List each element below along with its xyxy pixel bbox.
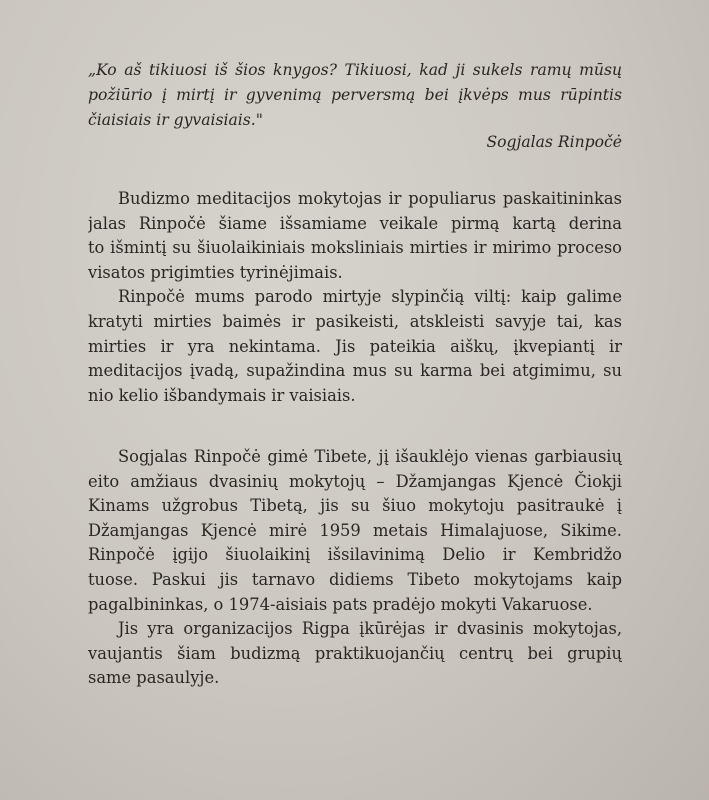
section-about-author — [88, 445, 622, 691]
paragraph — [88, 445, 622, 617]
text-line: tuose. Paskui jis tarnavo didiems Tibeto mokytojams kaip — [88, 569, 622, 589]
text-line: Rinpočė mums parodo mirtyje slypinčią viltį: kaip galime — [118, 287, 622, 307]
text-line: vaujantis šiam budizmą praktikuojančių centrų bei grupių — [88, 643, 622, 663]
paragraph — [88, 617, 622, 691]
paragraph — [88, 187, 622, 285]
text-line: eito amžiaus dvasinių mokytojų – Džamjangas Kjencė Čiokji — [88, 471, 622, 491]
text-line: nio kelio išbandymais ir vaisiais. — [88, 385, 356, 405]
text-line: Kinams užgrobus Tibetą, jis su šiuo mokytoju pasitraukė į — [88, 496, 622, 516]
text-line: kratyti mirties baimės ir pasikeisti, atskleisti savyje tai, kas — [88, 311, 622, 331]
text-line: meditacijos įvadą, supažindina mus su karma bei atgimimu, su — [88, 361, 622, 381]
text-line: visatos prigimties tyrinėjimais. — [88, 262, 343, 282]
text-line: pagalbininkas, o 1974-aisiais pats pradėjo mokyti Vakaruose. — [88, 594, 593, 614]
quote-line: čiaisiais ir gyvaisiais." — [88, 111, 263, 129]
text-line: jalas Rinpočė šiame išsamiame veikale pirmą kartą derina — [88, 213, 622, 233]
text-line: Jis yra organizacijos Rigpa įkūrėjas ir dvasinis mokytojas, — [118, 619, 622, 639]
section-about-book — [88, 187, 622, 408]
text-line: Sogjalas Rinpočė gimė Tibete, jį išauklėjo vienas garbiausių — [118, 447, 622, 466]
epigraph-quote — [88, 58, 622, 155]
text-line: Džamjangas Kjencė mirė 1959 metais Himalajuose, Sikime. — [88, 520, 622, 540]
paragraph — [88, 285, 622, 408]
quote-author: Sogjalas Rinpočė — [486, 133, 622, 151]
text-line: mirties ir yra nekintama. Jis pateikia aiškų, įkvepiantį ir — [88, 336, 622, 356]
text-line: to išmintį su šiuolaikiniais moksliniais mirties ir mirimo proceso — [88, 238, 622, 258]
text-line: same pasaulyje. — [88, 668, 220, 688]
text-line: Budizmo meditacijos mokytojas ir populiarus paskaitininkas — [118, 189, 622, 208]
text-line: Rinpočė įgijo šiuolaikinį išsilavinimą Delio ir Kembridžo — [88, 545, 622, 565]
quote-line: „Ko aš tikiuosi iš šios knygos? Tikiuosi, kad ji sukels ramų mūsų — [88, 61, 622, 79]
quote-line: požiūrio į mirtį ir gyvenimą perversmą bei įkvėps mus rūpintis — [88, 86, 622, 104]
